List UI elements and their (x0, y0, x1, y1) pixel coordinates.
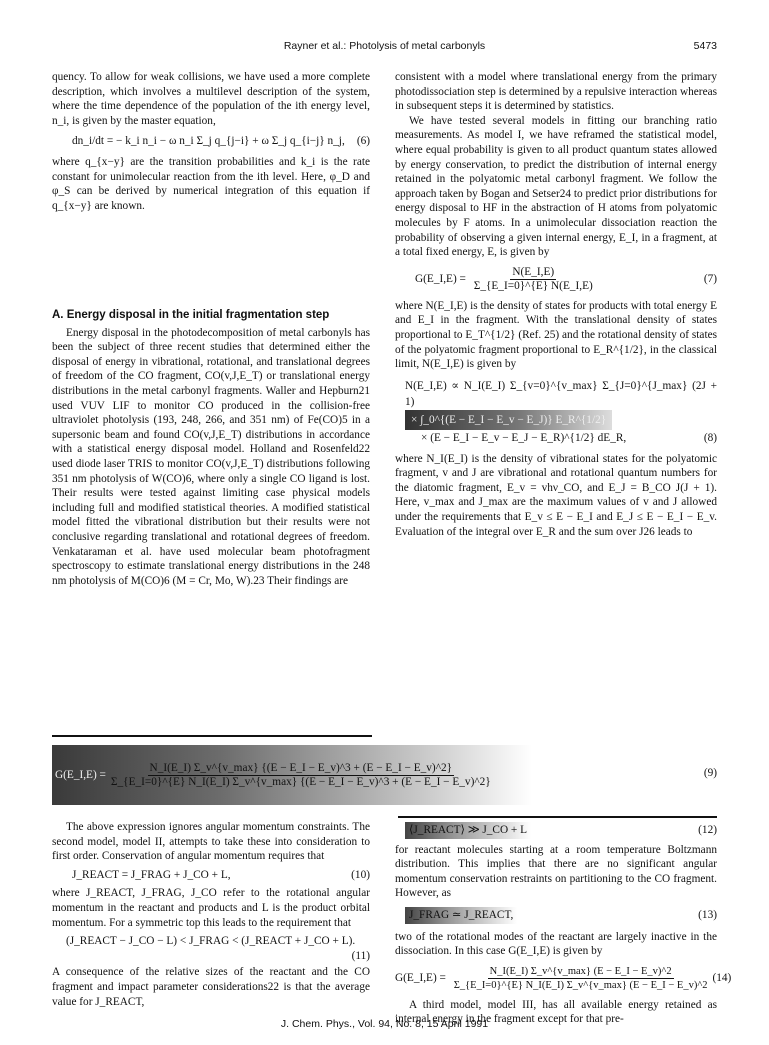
equation-lhs: G(E_I,E) = (395, 971, 446, 984)
page-number: 5473 (693, 40, 717, 52)
denominator: Σ_{E_I=0}^{E} N(E_I,E) (473, 279, 593, 292)
equation-line: × (E − E_I − E_v − E_J − E_R)^{1/2} dE_R, (421, 431, 627, 444)
paragraph: A third model, model III, has all available energy retained as internal energy in the fragment except for that pre- (395, 998, 717, 1026)
fraction (472, 266, 595, 293)
right-column-bottom (395, 822, 732, 1027)
paragraph: where N_I(E_I) is the density of vibrational states for the polyatomic fragment, v and J are vibrational and rotational quantum numbers for the diatomic fragment, E_v = vhν_CO, and E_J = B_CO J(J + 1). Here, v_max and J_max are the maximum values of v and J allowed under the requirements that E_v ≤ E − E_I and E_J ≤ E − E_I − E_v. Evaluation of the integral over E_R and the sum over J26 leads to (395, 452, 717, 538)
equation-number: (10) (351, 868, 370, 881)
right-column-top (395, 70, 717, 539)
fraction (109, 762, 493, 789)
equation-expression: J_REACT = J_FRAG + J_CO + L, (72, 868, 231, 881)
left-column-bottom (52, 820, 370, 1009)
paragraph: The above expression ignores angular momentum constraints. The second model, model II, attempts to take these into consideration to first order. Conservation of angular momentum requires that (52, 821, 370, 863)
denominator: Σ_{E_I=0}^{E} N_I(E_I) Σ_v^{v_max} (E − E_I − E_v)^2 (453, 979, 708, 991)
equation-8 (405, 378, 717, 446)
fraction (452, 965, 710, 992)
running-title: Rayner et al.: Photolysis of metal carbonyls (283, 40, 486, 52)
equation-lhs: G(E_I,E) = (55, 769, 106, 781)
paragraph: for reactant molecules starting at a room temperature Boltzmann distribution. This implies that there are no significant angular momentum conservation restraints on partitioning to the CO fragment. However, as (395, 843, 717, 900)
equation-14 (395, 965, 732, 992)
equation-12 (405, 822, 717, 839)
left-column-section (52, 308, 370, 588)
paragraph: consistent with a model where translational energy from the primary photodissociation step is determined by a repulsive interaction whereas in subsequent steps it is determined by statistics. (395, 71, 717, 113)
equation-number: (13) (698, 908, 717, 921)
paragraph: Energy disposal in the photodecomposition of metal carbonyls has been the subject of three recent studies that determined either the disposal of energy in vibrational, rotational, and translational degrees of freedom of the CO fragment, CO(v,J,E_T) or translational energy distributions in the metal carbonyl fragments. Waller and Hepburn21 used VUV LIF to monitor CO produced in the collision-free ultraviolet photolysis (193, 248, 266, and 351 nm) of Fe(CO)5 in a supersonic beam and found CO(v,J,E_T) distributions in accordance with a statistical energy disposal model. Holland and Rosenfeld22 used diode laser TRIS to monitor CO(v,J,E_T) distributions following 351 nm photolysis of W(CO)6, where only a single CO ligand is lost. Their results were tested against limiting case physical models including full and modified statistical theories. A modified statistical model fitted the vibrational distribution but their results were not conclusive regarding translational and rotational degrees of freedom. Venkataraman et al. have used molecular beam photofragment spectroscopy to estimate translational energy distributions in the 248 nm photolysis of M(CO)6 (M = Cr, Mo, W).23 Their findings are (52, 326, 370, 587)
equation-number: (14) (712, 971, 732, 984)
running-header (52, 40, 717, 54)
equation-expression: J_FRAG ≃ J_REACT, (405, 907, 517, 924)
equation-number: (12) (698, 824, 717, 836)
numerator: N(E_I,E) (512, 265, 555, 278)
numerator: N_I(E_I) Σ_v^{v_max} (E − E_I − E_v)^2 (489, 965, 672, 977)
paragraph: where q_{x−y} are the transition probabilities and k_i is the rate constant for unimolecular reaction from the ith level. Here, φ_D and φ_S can be derived by numerical integration of this equation if q_{x−y} are known. (52, 155, 370, 212)
equation-6 (72, 134, 370, 149)
equation-number: (9) (703, 767, 717, 779)
equation-number: (11) (351, 949, 370, 962)
equation-number: (6) (356, 135, 370, 148)
equation-10 (72, 868, 370, 883)
column-divider-rule (52, 735, 372, 737)
equation-9 (52, 745, 717, 805)
equation-expression: dn_i/dt = − k_i n_i − ω n_i Σ_j q_{j−i} + ω Σ_j q_{i−j} n_j, (72, 135, 345, 148)
equation-13 (405, 907, 717, 924)
left-column-top (52, 70, 370, 213)
equation-7 (415, 266, 717, 293)
paragraph: We have tested several models in fitting our branching ratio measurements. As model I, we have reframed the statistical model, where equal probability is given to all product quantum states allowed by energy conservation, to predict the distribution of internal energy retained in the polyatomic metal carbonyl fragment. We follow the approach taken by Bogan and Setser24 to predict prior distributions for energy disposal to HF in the abstraction of H atoms from polyatomic molecules by F atoms. In a unimolecular dissociation reaction the probability of observing a given internal energy, E_I, in a fragment, at a total fixed energy, E, is given by (395, 114, 717, 259)
column-divider-rule (398, 816, 717, 818)
equation-number: (8) (703, 431, 717, 444)
equation-11 (66, 934, 370, 963)
equation-number: (7) (703, 272, 717, 285)
denominator: Σ_{E_I=0}^{E} N_I(E_I) Σ_v^{v_max} {(E − E_I − E_v)^3 + (E − E_I − E_v)^2} (110, 775, 491, 788)
paragraph: where N(E_I,E) is the density of states for products with total energy E and E_I in the fragment. With the translational density of states proportional to E_T^{1/2} (Ref. 25) and the rotational density of states of the polyatomic fragment proportional to E_R^{1/2}, in the classical limit, N(E_I,E) is given by (395, 299, 717, 371)
equation-expression: (J_REACT − J_CO − L) < J_FRAG < (J_REACT + J_CO + L). (66, 935, 356, 948)
equation-line: N(E_I,E) ∝ N_I(E_I) Σ_{v=0}^{v_max} Σ_{J=0}^{J_max} (2J + 1) (405, 379, 717, 408)
equation-lhs: G(E_I,E) = (415, 272, 466, 285)
paragraph: A consequence of the relative sizes of the reactant and the CO fragment and impact parameter considerations22 is that the average value for J_REACT, (52, 966, 370, 1008)
journal-footer: J. Chem. Phys., Vol. 94, No. 8, 15 April 1991 (280, 1018, 489, 1030)
equation-expression: ⟨J_REACT⟩ ≫ J_CO + L (405, 822, 531, 839)
paragraph: quency. To allow for weak collisions, we have used a more complete description, which involves a multilevel description of the system, where the time dependence of the population of the ith energy level, n_i, is given by the master equation, (52, 71, 370, 127)
equation-line: × ∫_0^{(E − E_I − E_v − E_J)} E_R^{1/2} (405, 410, 612, 430)
section-heading: A. Energy disposal in the initial fragmentation step (52, 309, 330, 321)
paragraph: where J_REACT, J_FRAG, J_CO refer to the rotational angular momentum in the reactant and products and L is the product orbital momentum. For a symmetric top this leads to the requirement that (52, 887, 370, 929)
numerator: N_I(E_I) Σ_v^{v_max} {(E − E_I − E_v)^3 + (E − E_I − E_v)^2} (149, 761, 453, 774)
paragraph: two of the rotational modes of the reactant are largely inactive in the dissociation. In this case G(E_I,E) is given by (395, 930, 717, 958)
